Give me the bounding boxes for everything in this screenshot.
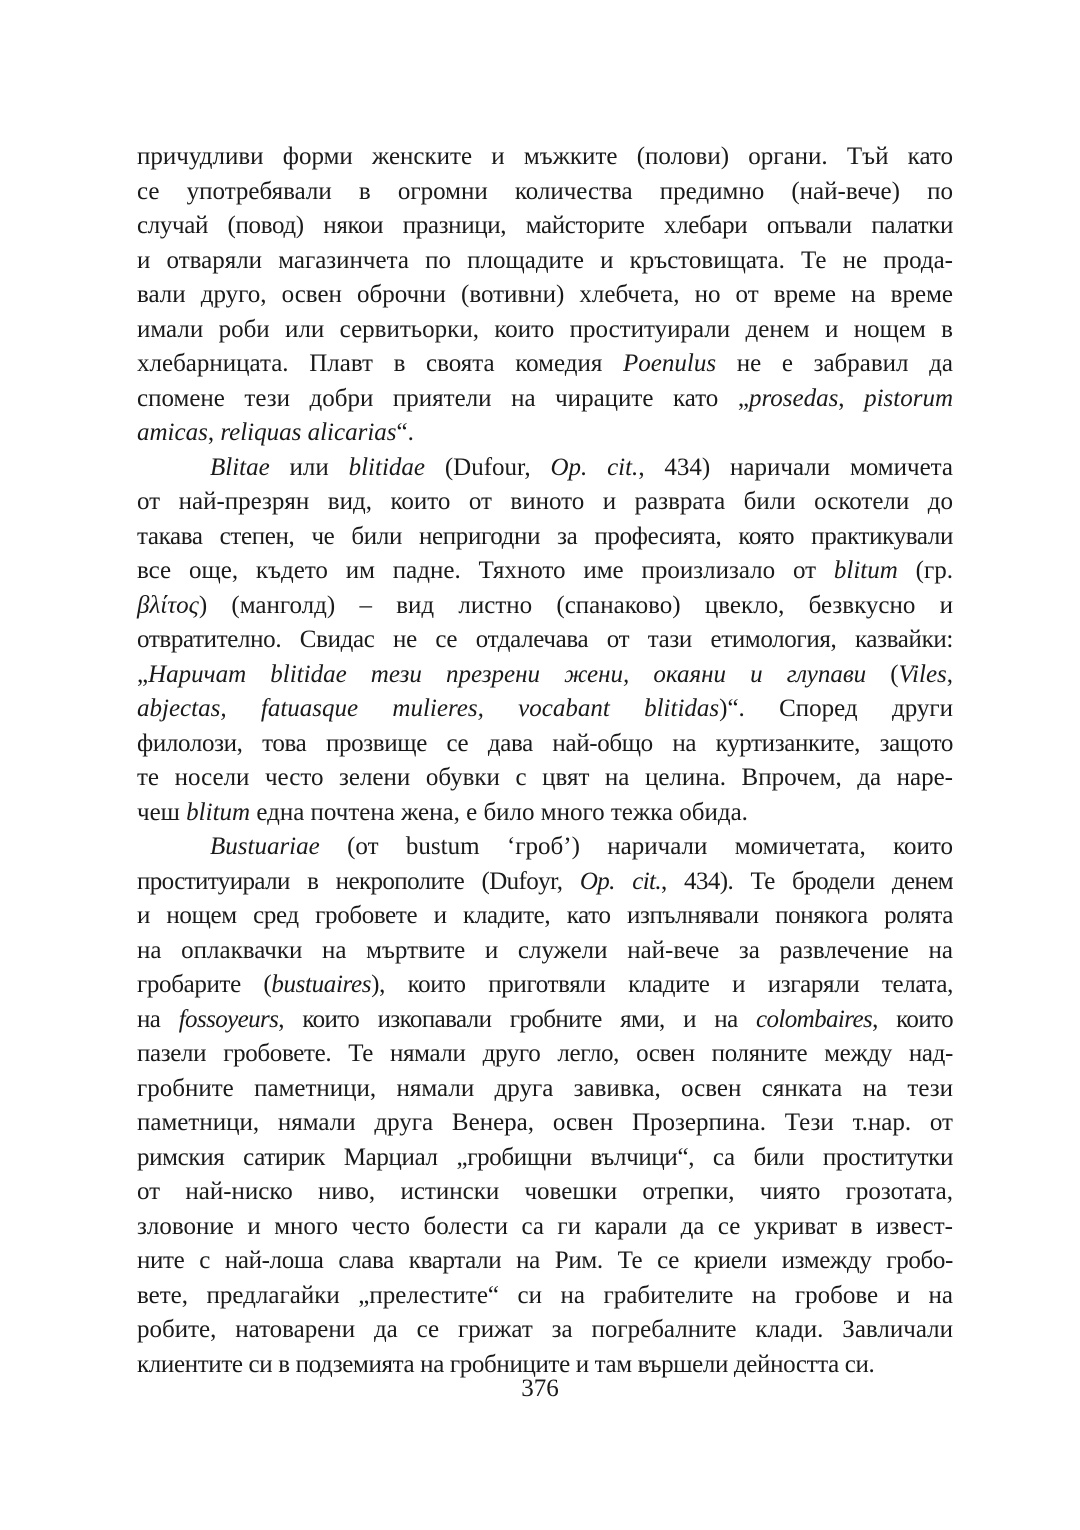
text-line: amicas, reliquas alicarias“. bbox=[137, 419, 414, 446]
text-line: отвратително. Свидас не се отдалечава от тази етимология, казвайки: bbox=[137, 626, 953, 653]
text-line: на fossoyeurs, които изкопавали гробните ями, и на colombaires, които bbox=[137, 1005, 953, 1033]
page-number: 376 bbox=[521, 1375, 559, 1402]
text-line: римския сатирик Марциал „гробищни вълчици“, са били проститутки bbox=[137, 1143, 953, 1171]
text-line: спомене тези добри приятели на чираците като „prosedas, pistorum bbox=[137, 384, 953, 412]
text-line: вали друго, освен оброчни (вотивни) хлебчета, но от време на време bbox=[137, 281, 953, 308]
text-line: такава степен, че били непригодни за професията, която практикували bbox=[137, 522, 953, 550]
text-line: и отваряли магазинчета по площадите и кръстовищата. Те не прода- bbox=[137, 246, 953, 274]
text-line: гробните паметници, нямали друга завивка, освен сянката на тези bbox=[137, 1074, 953, 1102]
text-line: пазели гробовете. Те нямали друго легло, освен поляните между над- bbox=[137, 1040, 953, 1067]
paragraph-first-line: Blitae или blitidae (Dufour, Op. cit., 434) наричали момичета bbox=[210, 453, 954, 481]
text-line: все още, където им падне. Тяхното име произлизало от blitum (гр. bbox=[137, 557, 953, 584]
text-line: случай (повод) някои празници, майсторите хлебари опъвали палатки bbox=[137, 212, 953, 239]
text-line: чеш blitum една почтена жена, е било много тежка обида. bbox=[137, 798, 748, 826]
text-line: зловоние и много често болести са ги карали да се укриват в извест- bbox=[137, 1212, 953, 1240]
text-line: от най-презрян вид, които от виното и разврата били оскотели до bbox=[137, 488, 953, 515]
text-line: паметници, нямали друга Венера, освен Прозерпина. Тези т.нар. от bbox=[137, 1109, 953, 1136]
text-line: клиентите си в подземията на гробниците и там вършели дейността си. bbox=[137, 1350, 875, 1378]
text-line: ните с най-лоша слава квартали на Рим. Те се криели измежду гробо- bbox=[137, 1247, 953, 1274]
text-line: се употребявали в огромни количества предимно (най-вече) по bbox=[137, 177, 953, 205]
body-text bbox=[137, 140, 953, 1382]
text-line: причудливи форми женските и мъжките (полови) органи. Тъй като bbox=[137, 143, 953, 170]
text-line: робите, натоварени да се грижат за погребалните клади. Завличали bbox=[137, 1316, 953, 1343]
text-line: филолози, това прозвище се дава най-общо на куртизанките, защото bbox=[137, 729, 953, 757]
text-line: вете, предлагайки „прелестите“ си на грабителите на гробове и на bbox=[137, 1281, 953, 1309]
paragraph-first-line: Bustuariae (от bustum ‘гроб’) наричали момичетата, които bbox=[210, 833, 953, 860]
text-line: от най-ниско ниво, истински човешки отрепки, чиято грозотата, bbox=[137, 1178, 953, 1205]
text-line: те носели често зелени обувки с цвят на целина. Впрочем, да наре- bbox=[137, 764, 953, 791]
text-line: abjectas, fatuasque mulieres, vocabant blitidas)“. Според други bbox=[137, 695, 953, 722]
text-line: на оплаквачки на мъртвите и служели най-вече за развлечение на bbox=[137, 936, 953, 964]
text-line: имали роби или сервитьорки, които проституирали денем и нощем в bbox=[137, 315, 953, 343]
text-line: гробарите (bustuaires), които приготвяли кладите и изгаряли телата, bbox=[137, 971, 953, 998]
text-line: хлебарницата. Плавт в своята комедия Poenulus не е забравил да bbox=[137, 350, 953, 377]
text-line: „Наричат blitidae тези презрени жени, окаяни и глупави (Viles, bbox=[137, 660, 954, 688]
text-line: проституирали в некрополите (Dufoyr, Op. cit., 434). Те бродели денем bbox=[137, 867, 953, 895]
text-line: βλίτος) (манголд) – вид листно (спанаково) цвекло, безвкусно и bbox=[137, 591, 953, 619]
text-line: и нощем сред гробовете и кладите, като изпълнявали понякога ролята bbox=[137, 902, 953, 929]
